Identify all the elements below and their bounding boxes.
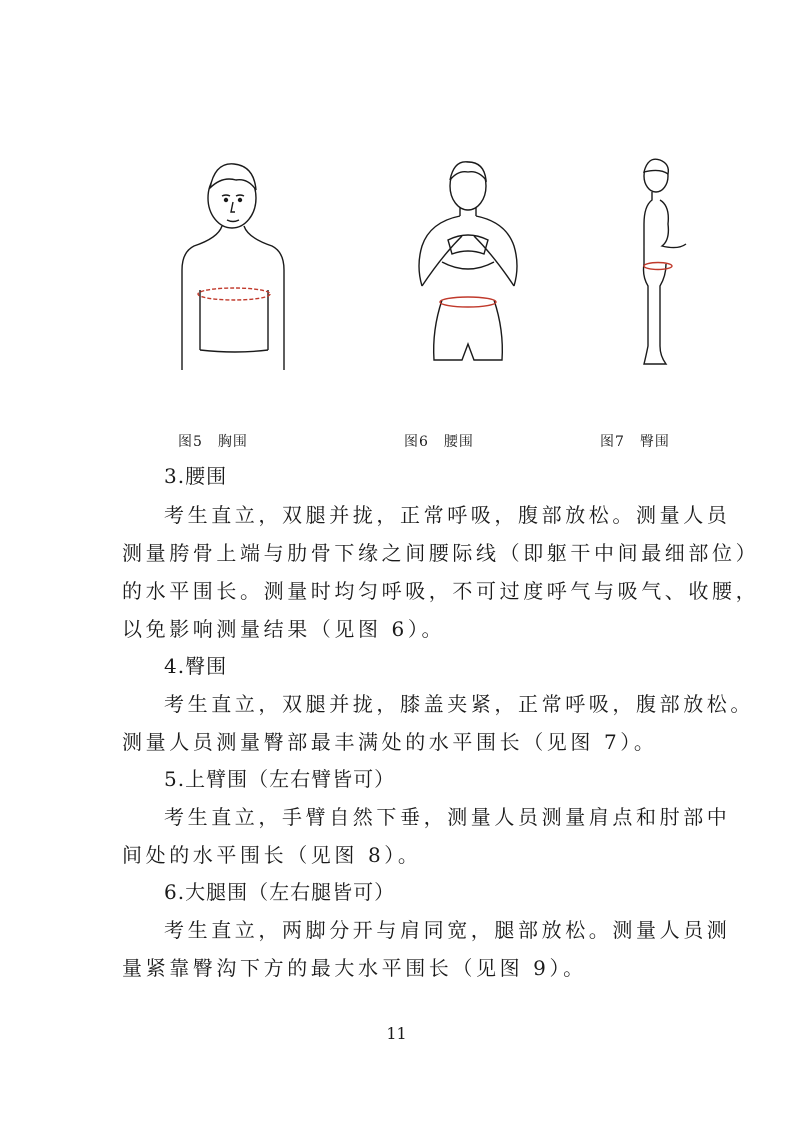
section-heading-waist: 3.腰围 (164, 464, 228, 488)
paragraph-line: 考生直立，双腿并拢，正常呼吸，腹部放松。测量人员 (164, 503, 731, 527)
figure-caption-hip: 图7 臀围 (600, 434, 670, 450)
paragraph-line: 量紧靠臀沟下方的最大水平围长（见图 9）。 (122, 956, 587, 980)
page-number: 11 (386, 1024, 407, 1043)
paragraph-line: 间处的水平围长（见图 8）。 (122, 843, 422, 867)
section-heading-upper-arm: 5.上臂围（左右臂皆可） (164, 767, 396, 791)
paragraph-line: 考生直立，手臂自然下垂，测量人员测量肩点和肘部中 (164, 805, 731, 829)
figure-caption-chest: 图5 胸围 (178, 434, 248, 450)
paragraph-line: 的水平围长。测量时均匀呼吸，不可过度呼气与吸气、收腰， (122, 579, 760, 603)
figure-hip-measurement (620, 150, 710, 390)
paragraph-line: 以免影响测量结果（见图 6）。 (122, 617, 446, 641)
paragraph-line: 测量胯骨上端与肋骨下缘之间腰际线（即躯干中间最细部位） (122, 541, 760, 565)
figure-caption-waist: 图6 腰围 (404, 434, 474, 450)
section-heading-hip: 4.臀围 (164, 654, 228, 678)
paragraph-line: 测量人员测量臀部最丰满处的水平围长（见图 7）。 (122, 730, 658, 754)
paragraph-line: 考生直立，两脚分开与肩同宽，腿部放松。测量人员测 (164, 918, 731, 942)
figure-waist-measurement (398, 150, 538, 390)
section-heading-thigh: 6.大腿围（左右腿皆可） (164, 880, 396, 904)
figure-chest-measurement (170, 150, 310, 390)
paragraph-line: 考生直立，双腿并拢，膝盖夹紧，正常呼吸，腹部放松。 (164, 692, 754, 716)
